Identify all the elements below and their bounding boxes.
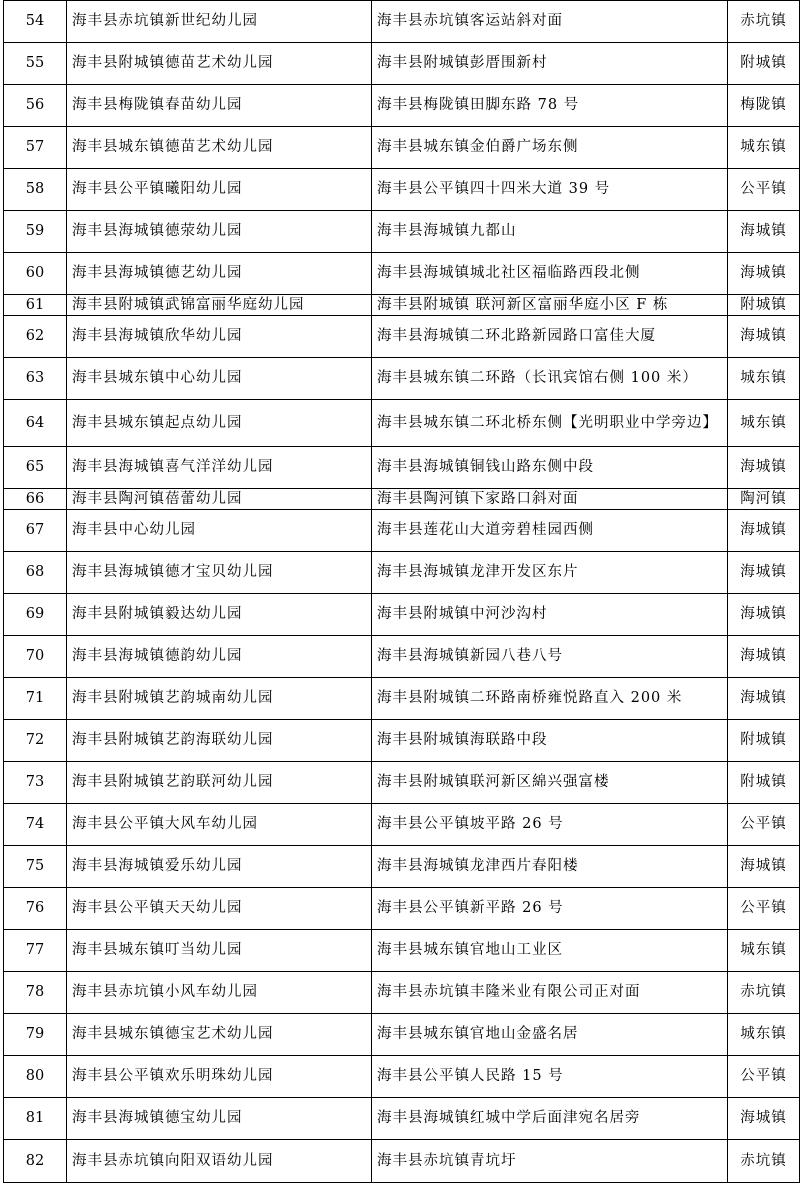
kindergarten-address: 海丰县城东镇官地山金盛名居 (372, 1014, 728, 1056)
table-row (4, 447, 800, 489)
row-number: 56 (4, 85, 67, 127)
row-number: 62 (4, 316, 67, 358)
town-name: 海城镇 (728, 552, 800, 594)
table-row (4, 930, 800, 972)
kindergarten-address: 海丰县海城镇二环北路新园路口富佳大厦 (372, 316, 728, 358)
row-number: 69 (4, 594, 67, 636)
table-row (4, 846, 800, 888)
town-name: 城东镇 (728, 127, 800, 169)
row-number: 54 (4, 1, 67, 43)
table-row (4, 762, 800, 804)
table-row (4, 1056, 800, 1098)
table-row (4, 594, 800, 636)
row-number: 76 (4, 888, 67, 930)
kindergarten-name: 海丰县梅陇镇春苗幼儿园 (67, 85, 372, 127)
row-number: 80 (4, 1056, 67, 1098)
kindergarten-table-page (3, 0, 800, 1183)
table-body (4, 1, 800, 1183)
row-number: 79 (4, 1014, 67, 1056)
kindergarten-address: 海丰县公平镇四十四米大道 39 号 (372, 169, 728, 211)
table-row (4, 510, 800, 552)
kindergarten-address: 海丰县公平镇新平路 26 号 (372, 888, 728, 930)
kindergarten-name: 海丰县附城镇艺韵联河幼儿园 (67, 762, 372, 804)
kindergarten-address: 海丰县城东镇金伯爵广场东侧 (372, 127, 728, 169)
row-number: 65 (4, 447, 67, 489)
table-row (4, 720, 800, 762)
kindergarten-address: 海丰县赤坑镇丰隆米业有限公司正对面 (372, 972, 728, 1014)
kindergarten-name: 海丰县公平镇大风车幼儿园 (67, 804, 372, 846)
kindergarten-address: 海丰县附城镇联河新区綿兴强富楼 (372, 762, 728, 804)
town-name: 陶河镇 (728, 489, 800, 510)
table-row (4, 295, 800, 316)
kindergarten-address: 海丰县附城镇 联河新区富丽华庭小区 F 栋 (372, 295, 728, 316)
town-name: 附城镇 (728, 295, 800, 316)
kindergarten-address: 海丰县附城镇中河沙沟村 (372, 594, 728, 636)
row-number: 57 (4, 127, 67, 169)
table-row (4, 972, 800, 1014)
town-name: 赤坑镇 (728, 1140, 800, 1183)
kindergarten-name: 海丰县海城镇欣华幼儿园 (67, 316, 372, 358)
kindergarten-address: 海丰县城东镇二环路（长讯宾馆右侧 100 米） (372, 358, 728, 400)
row-number: 59 (4, 211, 67, 253)
kindergarten-address: 海丰县梅陇镇田脚东路 78 号 (372, 85, 728, 127)
kindergarten-address: 海丰县陶河镇下家路口斜对面 (372, 489, 728, 510)
town-name: 附城镇 (728, 720, 800, 762)
table-row (4, 127, 800, 169)
kindergarten-name: 海丰县附城镇毅达幼儿园 (67, 594, 372, 636)
kindergarten-address: 海丰县城东镇官地山工业区 (372, 930, 728, 972)
kindergarten-name: 海丰县城东镇起点幼儿园 (67, 400, 372, 447)
row-number: 63 (4, 358, 67, 400)
town-name: 海城镇 (728, 447, 800, 489)
kindergarten-address: 海丰县附城镇二环路南桥雍悦路直入 200 米 (372, 678, 728, 720)
table-row (4, 43, 800, 85)
kindergarten-address: 海丰县城东镇二环北桥东侧【光明职业中学旁边】 (372, 400, 728, 447)
kindergarten-name: 海丰县中心幼儿园 (67, 510, 372, 552)
table-row (4, 85, 800, 127)
kindergarten-name: 海丰县附城镇德苗艺术幼儿园 (67, 43, 372, 85)
kindergarten-address: 海丰县公平镇坡平路 26 号 (372, 804, 728, 846)
kindergarten-address: 海丰县海城镇城北社区福临路西段北侧 (372, 253, 728, 295)
town-name: 海城镇 (728, 316, 800, 358)
table-row (4, 211, 800, 253)
kindergarten-name: 海丰县附城镇武锦富丽华庭幼儿园 (67, 295, 372, 316)
table-row (4, 1098, 800, 1140)
row-number: 66 (4, 489, 67, 510)
row-number: 75 (4, 846, 67, 888)
town-name: 海城镇 (728, 253, 800, 295)
kindergarten-address: 海丰县海城镇龙津西片春阳楼 (372, 846, 728, 888)
table-row (4, 678, 800, 720)
row-number: 64 (4, 400, 67, 447)
table-row (4, 253, 800, 295)
table-row (4, 804, 800, 846)
town-name: 公平镇 (728, 1056, 800, 1098)
town-name: 赤坑镇 (728, 972, 800, 1014)
row-number: 55 (4, 43, 67, 85)
table-row (4, 1014, 800, 1056)
town-name: 公平镇 (728, 169, 800, 211)
town-name: 城东镇 (728, 358, 800, 400)
kindergarten-address: 海丰县莲花山大道旁碧桂园西侧 (372, 510, 728, 552)
kindergarten-name: 海丰县海城镇德宝幼儿园 (67, 1098, 372, 1140)
kindergarten-address: 海丰县海城镇铜钱山路东侧中段 (372, 447, 728, 489)
kindergarten-address: 海丰县附城镇海联路中段 (372, 720, 728, 762)
kindergarten-address: 海丰县赤坑镇青坑圩 (372, 1140, 728, 1183)
town-name: 海城镇 (728, 211, 800, 253)
kindergarten-name: 海丰县海城镇德荥幼儿园 (67, 211, 372, 253)
town-name: 梅陇镇 (728, 85, 800, 127)
row-number: 61 (4, 295, 67, 316)
table-row (4, 316, 800, 358)
kindergarten-address: 海丰县海城镇龙津开发区东片 (372, 552, 728, 594)
table-row (4, 888, 800, 930)
table-row (4, 169, 800, 211)
town-name: 城东镇 (728, 930, 800, 972)
town-name: 海城镇 (728, 846, 800, 888)
kindergarten-name: 海丰县赤坑镇向阳双语幼儿园 (67, 1140, 372, 1183)
kindergarten-name: 海丰县海城镇德才宝贝幼儿园 (67, 552, 372, 594)
row-number: 68 (4, 552, 67, 594)
town-name: 附城镇 (728, 43, 800, 85)
kindergarten-table (3, 0, 800, 1183)
kindergarten-name: 海丰县陶河镇蓓蕾幼儿园 (67, 489, 372, 510)
row-number: 78 (4, 972, 67, 1014)
kindergarten-address: 海丰县海城镇红城中学后面津宛名居旁 (372, 1098, 728, 1140)
table-row (4, 1140, 800, 1183)
row-number: 72 (4, 720, 67, 762)
kindergarten-address: 海丰县公平镇人民路 15 号 (372, 1056, 728, 1098)
row-number: 74 (4, 804, 67, 846)
row-number: 71 (4, 678, 67, 720)
kindergarten-name: 海丰县附城镇艺韵海联幼儿园 (67, 720, 372, 762)
kindergarten-name: 海丰县附城镇艺韵城南幼儿园 (67, 678, 372, 720)
town-name: 城东镇 (728, 400, 800, 447)
row-number: 70 (4, 636, 67, 678)
kindergarten-address: 海丰县附城镇彭厝围新村 (372, 43, 728, 85)
table-row (4, 358, 800, 400)
kindergarten-name: 海丰县赤坑镇小风车幼儿园 (67, 972, 372, 1014)
row-number: 77 (4, 930, 67, 972)
kindergarten-name: 海丰县公平镇欢乐明珠幼儿园 (67, 1056, 372, 1098)
kindergarten-address: 海丰县赤坑镇客运站斜对面 (372, 1, 728, 43)
town-name: 海城镇 (728, 594, 800, 636)
row-number: 60 (4, 253, 67, 295)
town-name: 公平镇 (728, 888, 800, 930)
town-name: 海城镇 (728, 510, 800, 552)
table-row (4, 636, 800, 678)
kindergarten-address: 海丰县海城镇九都山 (372, 211, 728, 253)
town-name: 城东镇 (728, 1014, 800, 1056)
table-row (4, 400, 800, 447)
table-row (4, 1, 800, 43)
kindergarten-name: 海丰县公平镇天天幼儿园 (67, 888, 372, 930)
kindergarten-name: 海丰县海城镇德艺幼儿园 (67, 253, 372, 295)
kindergarten-name: 海丰县城东镇中心幼儿园 (67, 358, 372, 400)
row-number: 81 (4, 1098, 67, 1140)
row-number: 67 (4, 510, 67, 552)
kindergarten-name: 海丰县海城镇爱乐幼儿园 (67, 846, 372, 888)
row-number: 82 (4, 1140, 67, 1183)
kindergarten-name: 海丰县赤坑镇新世纪幼儿园 (67, 1, 372, 43)
kindergarten-name: 海丰县城东镇德宝艺术幼儿园 (67, 1014, 372, 1056)
town-name: 赤坑镇 (728, 1, 800, 43)
table-row (4, 552, 800, 594)
kindergarten-address: 海丰县海城镇新园八巷八号 (372, 636, 728, 678)
town-name: 海城镇 (728, 678, 800, 720)
table-row (4, 489, 800, 510)
kindergarten-name: 海丰县海城镇德韵幼儿园 (67, 636, 372, 678)
town-name: 海城镇 (728, 1098, 800, 1140)
town-name: 公平镇 (728, 804, 800, 846)
row-number: 58 (4, 169, 67, 211)
town-name: 海城镇 (728, 636, 800, 678)
kindergarten-name: 海丰县公平镇曦阳幼儿园 (67, 169, 372, 211)
kindergarten-name: 海丰县海城镇喜气洋洋幼儿园 (67, 447, 372, 489)
row-number: 73 (4, 762, 67, 804)
town-name: 附城镇 (728, 762, 800, 804)
kindergarten-name: 海丰县城东镇德苗艺术幼儿园 (67, 127, 372, 169)
kindergarten-name: 海丰县城东镇叮当幼儿园 (67, 930, 372, 972)
